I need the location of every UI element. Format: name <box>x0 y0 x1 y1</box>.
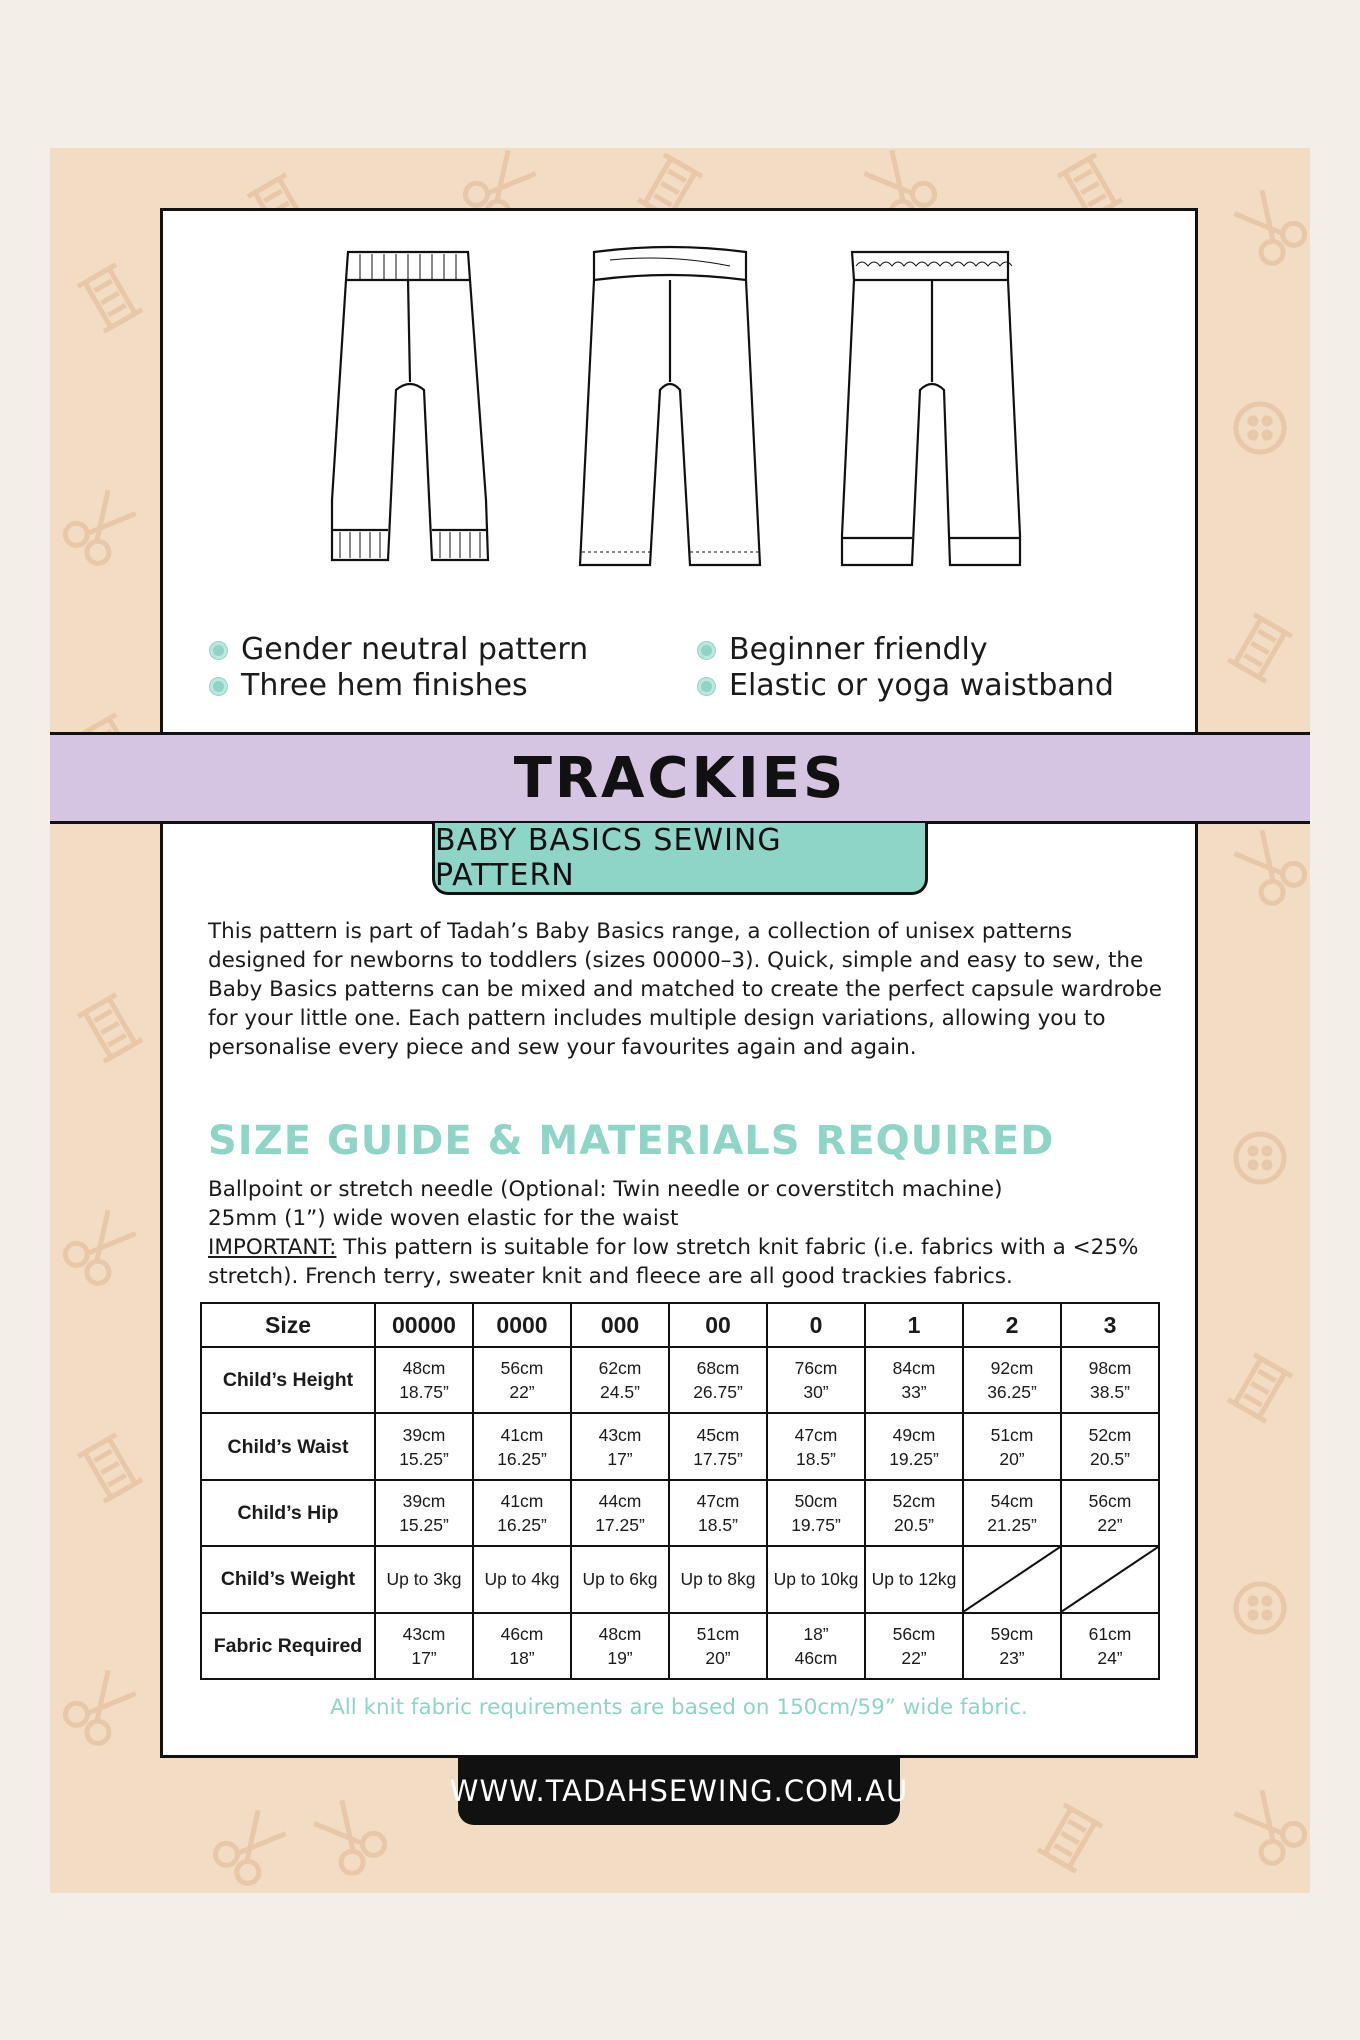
cell-value: 16.25” <box>497 1514 547 1535</box>
feature-list-left <box>210 632 588 704</box>
size-cell <box>963 1613 1061 1679</box>
size-cell <box>865 1613 963 1679</box>
cell-value: 62cm <box>598 1358 642 1379</box>
cell-value: 20” <box>705 1647 731 1668</box>
size-cell <box>473 1480 571 1546</box>
cell-value: 47cm <box>696 1490 740 1511</box>
cell-value: Up to 6kg <box>582 1569 658 1590</box>
header-cell: 00000 <box>375 1303 473 1347</box>
cell-value: 43cm <box>402 1623 446 1644</box>
size-cell <box>963 1347 1061 1413</box>
cell-value: 20.5” <box>1090 1448 1130 1469</box>
size-cell <box>767 1546 865 1612</box>
size-cell <box>375 1480 473 1546</box>
size-cell <box>767 1413 865 1479</box>
size-row <box>201 1347 1159 1413</box>
cell-value: 45cm <box>696 1424 740 1445</box>
bullet-icon <box>210 642 227 659</box>
title-band <box>50 732 1310 824</box>
cell-value: 18” <box>803 1623 829 1644</box>
size-cell <box>963 1480 1061 1546</box>
cell-value: Up to 10kg <box>773 1569 859 1590</box>
important-text: This pattern is suitable for low stretch knit fabric (i.e. fabrics with a <25% stretch). French terry, sweater knit and fleece are all good trackies fabrics. <box>208 1235 1139 1289</box>
size-table-body <box>201 1347 1159 1679</box>
size-cell <box>865 1546 963 1612</box>
intro-paragraph: This pattern is part of Tadah’s Baby Basics range, a collection of unisex patterns designed for newborns to toddlers (sizes 00000–3). Quick, simple and easy to sew, the Baby Basics patterns can be mixed and matched to create the perfect capsule wardrobe for your little one. Each pattern includes multiple design variations, allowing you to personalise every piece and sew your favourites again and again. <box>208 919 1162 1060</box>
cell-value: 15.25” <box>399 1448 449 1469</box>
empty-cell <box>963 1546 1061 1612</box>
empty-cell <box>1061 1546 1159 1612</box>
cell-value: 18” <box>509 1647 535 1668</box>
feature-text: Gender neutral pattern <box>241 632 589 667</box>
row-label: Child’s Height <box>201 1347 375 1413</box>
cuffed-trackies-drawing <box>332 252 488 560</box>
cell-value: 59cm <box>990 1623 1034 1644</box>
cell-value: 36.25” <box>987 1382 1037 1403</box>
cell-value: 33” <box>901 1382 927 1403</box>
header-cell: Size <box>201 1303 375 1347</box>
size-cell <box>767 1613 865 1679</box>
cell-value: 41cm <box>500 1424 544 1445</box>
cell-value: 17” <box>607 1448 633 1469</box>
size-header-row <box>201 1303 1159 1347</box>
size-row <box>201 1480 1159 1546</box>
size-cell <box>571 1413 669 1479</box>
pattern-title: TRACKIES <box>513 745 847 811</box>
size-cell <box>1061 1413 1159 1479</box>
bullet-icon <box>698 642 715 659</box>
diagonal-line <box>964 1547 1060 1611</box>
cell-value: 84cm <box>892 1358 936 1379</box>
cell-value: 41cm <box>500 1490 544 1511</box>
feature-item <box>210 668 588 704</box>
feature-text: Beginner friendly <box>729 632 988 667</box>
material-item: Ballpoint or stretch needle (Optional: Twin needle or coverstitch machine) <box>208 1177 1003 1202</box>
rolled-hem-trackies-drawing <box>842 252 1020 565</box>
cell-value: 22” <box>1097 1514 1123 1535</box>
size-cell <box>1061 1480 1159 1546</box>
cell-value: 26.75” <box>693 1382 743 1403</box>
cell-value: 50cm <box>794 1490 838 1511</box>
cell-value: 39cm <box>402 1490 446 1511</box>
cell-value: 49cm <box>892 1424 936 1445</box>
fabric-footnote: All knit fabric requirements are based on 150cm/59” wide fabric. <box>330 1695 1028 1720</box>
cell-value: 46cm <box>500 1623 544 1644</box>
size-row <box>201 1413 1159 1479</box>
header-cell: 3 <box>1061 1303 1159 1347</box>
size-cell <box>571 1546 669 1612</box>
size-cell <box>1061 1613 1159 1679</box>
cell-value: 51cm <box>990 1424 1034 1445</box>
cell-value: 68cm <box>696 1358 740 1379</box>
yoga-waist-trackies-drawing <box>580 247 760 565</box>
cell-value: 19” <box>607 1647 633 1668</box>
materials-list <box>208 1175 1168 1291</box>
cell-value: 21.25” <box>987 1514 1037 1535</box>
size-guide-heading: SIZE GUIDE & MATERIALS REQUIRED <box>208 1118 1055 1164</box>
cell-value: 19.75” <box>791 1514 841 1535</box>
cell-value: 24.5” <box>600 1382 640 1403</box>
bullet-icon <box>210 678 227 695</box>
feature-text: Elastic or yoga waistband <box>729 668 1114 703</box>
cell-value: 22” <box>509 1382 535 1403</box>
size-cell <box>767 1480 865 1546</box>
cell-value: 20.5” <box>894 1514 934 1535</box>
cell-value: 39cm <box>402 1424 446 1445</box>
size-cell <box>669 1413 767 1479</box>
cell-value: 20” <box>999 1448 1025 1469</box>
feature-list-right <box>698 632 1114 704</box>
size-cell <box>473 1546 571 1612</box>
size-cell <box>669 1347 767 1413</box>
size-cell <box>473 1413 571 1479</box>
size-table <box>200 1302 1160 1680</box>
header-cell: 0 <box>767 1303 865 1347</box>
cell-value: 22” <box>901 1647 927 1668</box>
cell-value: 30” <box>803 1382 829 1403</box>
important-label: IMPORTANT: <box>208 1235 337 1260</box>
cell-value: 56cm <box>1088 1490 1132 1511</box>
row-label: Child’s Hip <box>201 1480 375 1546</box>
cell-value: 52cm <box>892 1490 936 1511</box>
cell-value: 56cm <box>500 1358 544 1379</box>
cell-value: 76cm <box>794 1358 838 1379</box>
feature-item <box>210 632 588 668</box>
size-cell <box>375 1347 473 1413</box>
header-cell: 2 <box>963 1303 1061 1347</box>
subtitle-tab <box>432 823 928 895</box>
trackies-illustrations <box>320 240 1040 610</box>
website-link[interactable]: WWW.TADAHSEWING.COM.AU <box>458 1757 900 1825</box>
pattern-subtitle: BABY BASICS SEWING PATTERN <box>435 822 782 893</box>
size-cell <box>375 1546 473 1612</box>
cell-value: 51cm <box>696 1623 740 1644</box>
cell-value: Up to 4kg <box>484 1569 560 1590</box>
row-label: Child’s Weight <box>201 1546 375 1612</box>
diagonal-line <box>1062 1547 1158 1611</box>
size-cell <box>375 1613 473 1679</box>
cell-value: 19.25” <box>889 1448 939 1469</box>
cell-value: 18.5” <box>796 1448 836 1469</box>
cell-value: 23” <box>999 1647 1025 1668</box>
size-cell <box>963 1413 1061 1479</box>
cell-value: 24” <box>1097 1647 1123 1668</box>
cell-value: 48cm <box>598 1623 642 1644</box>
size-cell <box>375 1413 473 1479</box>
cell-value: 52cm <box>1088 1424 1132 1445</box>
cell-value: Up to 8kg <box>680 1569 756 1590</box>
size-row <box>201 1613 1159 1679</box>
size-row <box>201 1546 1159 1612</box>
cell-value: 38.5” <box>1090 1382 1130 1403</box>
cell-value: 47cm <box>794 1424 838 1445</box>
cell-value: 18.75” <box>399 1382 449 1403</box>
cell-value: 15.25” <box>399 1514 449 1535</box>
cell-value: 17” <box>411 1647 437 1668</box>
size-cell <box>669 1546 767 1612</box>
size-cell <box>767 1347 865 1413</box>
feature-text: Three hem finishes <box>241 668 528 703</box>
cell-value: 43cm <box>598 1424 642 1445</box>
row-label: Child’s Waist <box>201 1413 375 1479</box>
cell-value: 16.25” <box>497 1448 547 1469</box>
header-cell: 1 <box>865 1303 963 1347</box>
size-cell <box>865 1347 963 1413</box>
size-cell <box>473 1613 571 1679</box>
important-note <box>208 1233 1168 1291</box>
feature-item <box>698 632 1114 668</box>
material-item: 25mm (1”) wide woven elastic for the waist <box>208 1206 679 1231</box>
feature-item <box>698 668 1114 704</box>
size-cell <box>865 1480 963 1546</box>
header-cell: 00 <box>669 1303 767 1347</box>
size-cell <box>865 1413 963 1479</box>
cell-value: Up to 3kg <box>386 1569 462 1590</box>
cell-value: 18.5” <box>698 1514 738 1535</box>
size-cell <box>571 1613 669 1679</box>
row-label: Fabric Required <box>201 1613 375 1679</box>
size-cell <box>669 1480 767 1546</box>
cell-value: 17.75” <box>693 1448 743 1469</box>
size-cell <box>1061 1347 1159 1413</box>
size-cell <box>669 1613 767 1679</box>
cell-value: 44cm <box>598 1490 642 1511</box>
cell-value: 92cm <box>990 1358 1034 1379</box>
size-cell <box>571 1347 669 1413</box>
bullet-icon <box>698 678 715 695</box>
cell-value: 17.25” <box>595 1514 645 1535</box>
header-cell: 0000 <box>473 1303 571 1347</box>
cell-value: 61cm <box>1088 1623 1132 1644</box>
size-cell <box>571 1480 669 1546</box>
cell-value: 54cm <box>990 1490 1034 1511</box>
header-cell: 000 <box>571 1303 669 1347</box>
cell-value: 56cm <box>892 1623 936 1644</box>
cell-value: 48cm <box>402 1358 446 1379</box>
cell-value: Up to 12kg <box>871 1569 957 1590</box>
size-cell <box>473 1347 571 1413</box>
cell-value: 46cm <box>794 1647 838 1668</box>
cell-value: 98cm <box>1088 1358 1132 1379</box>
